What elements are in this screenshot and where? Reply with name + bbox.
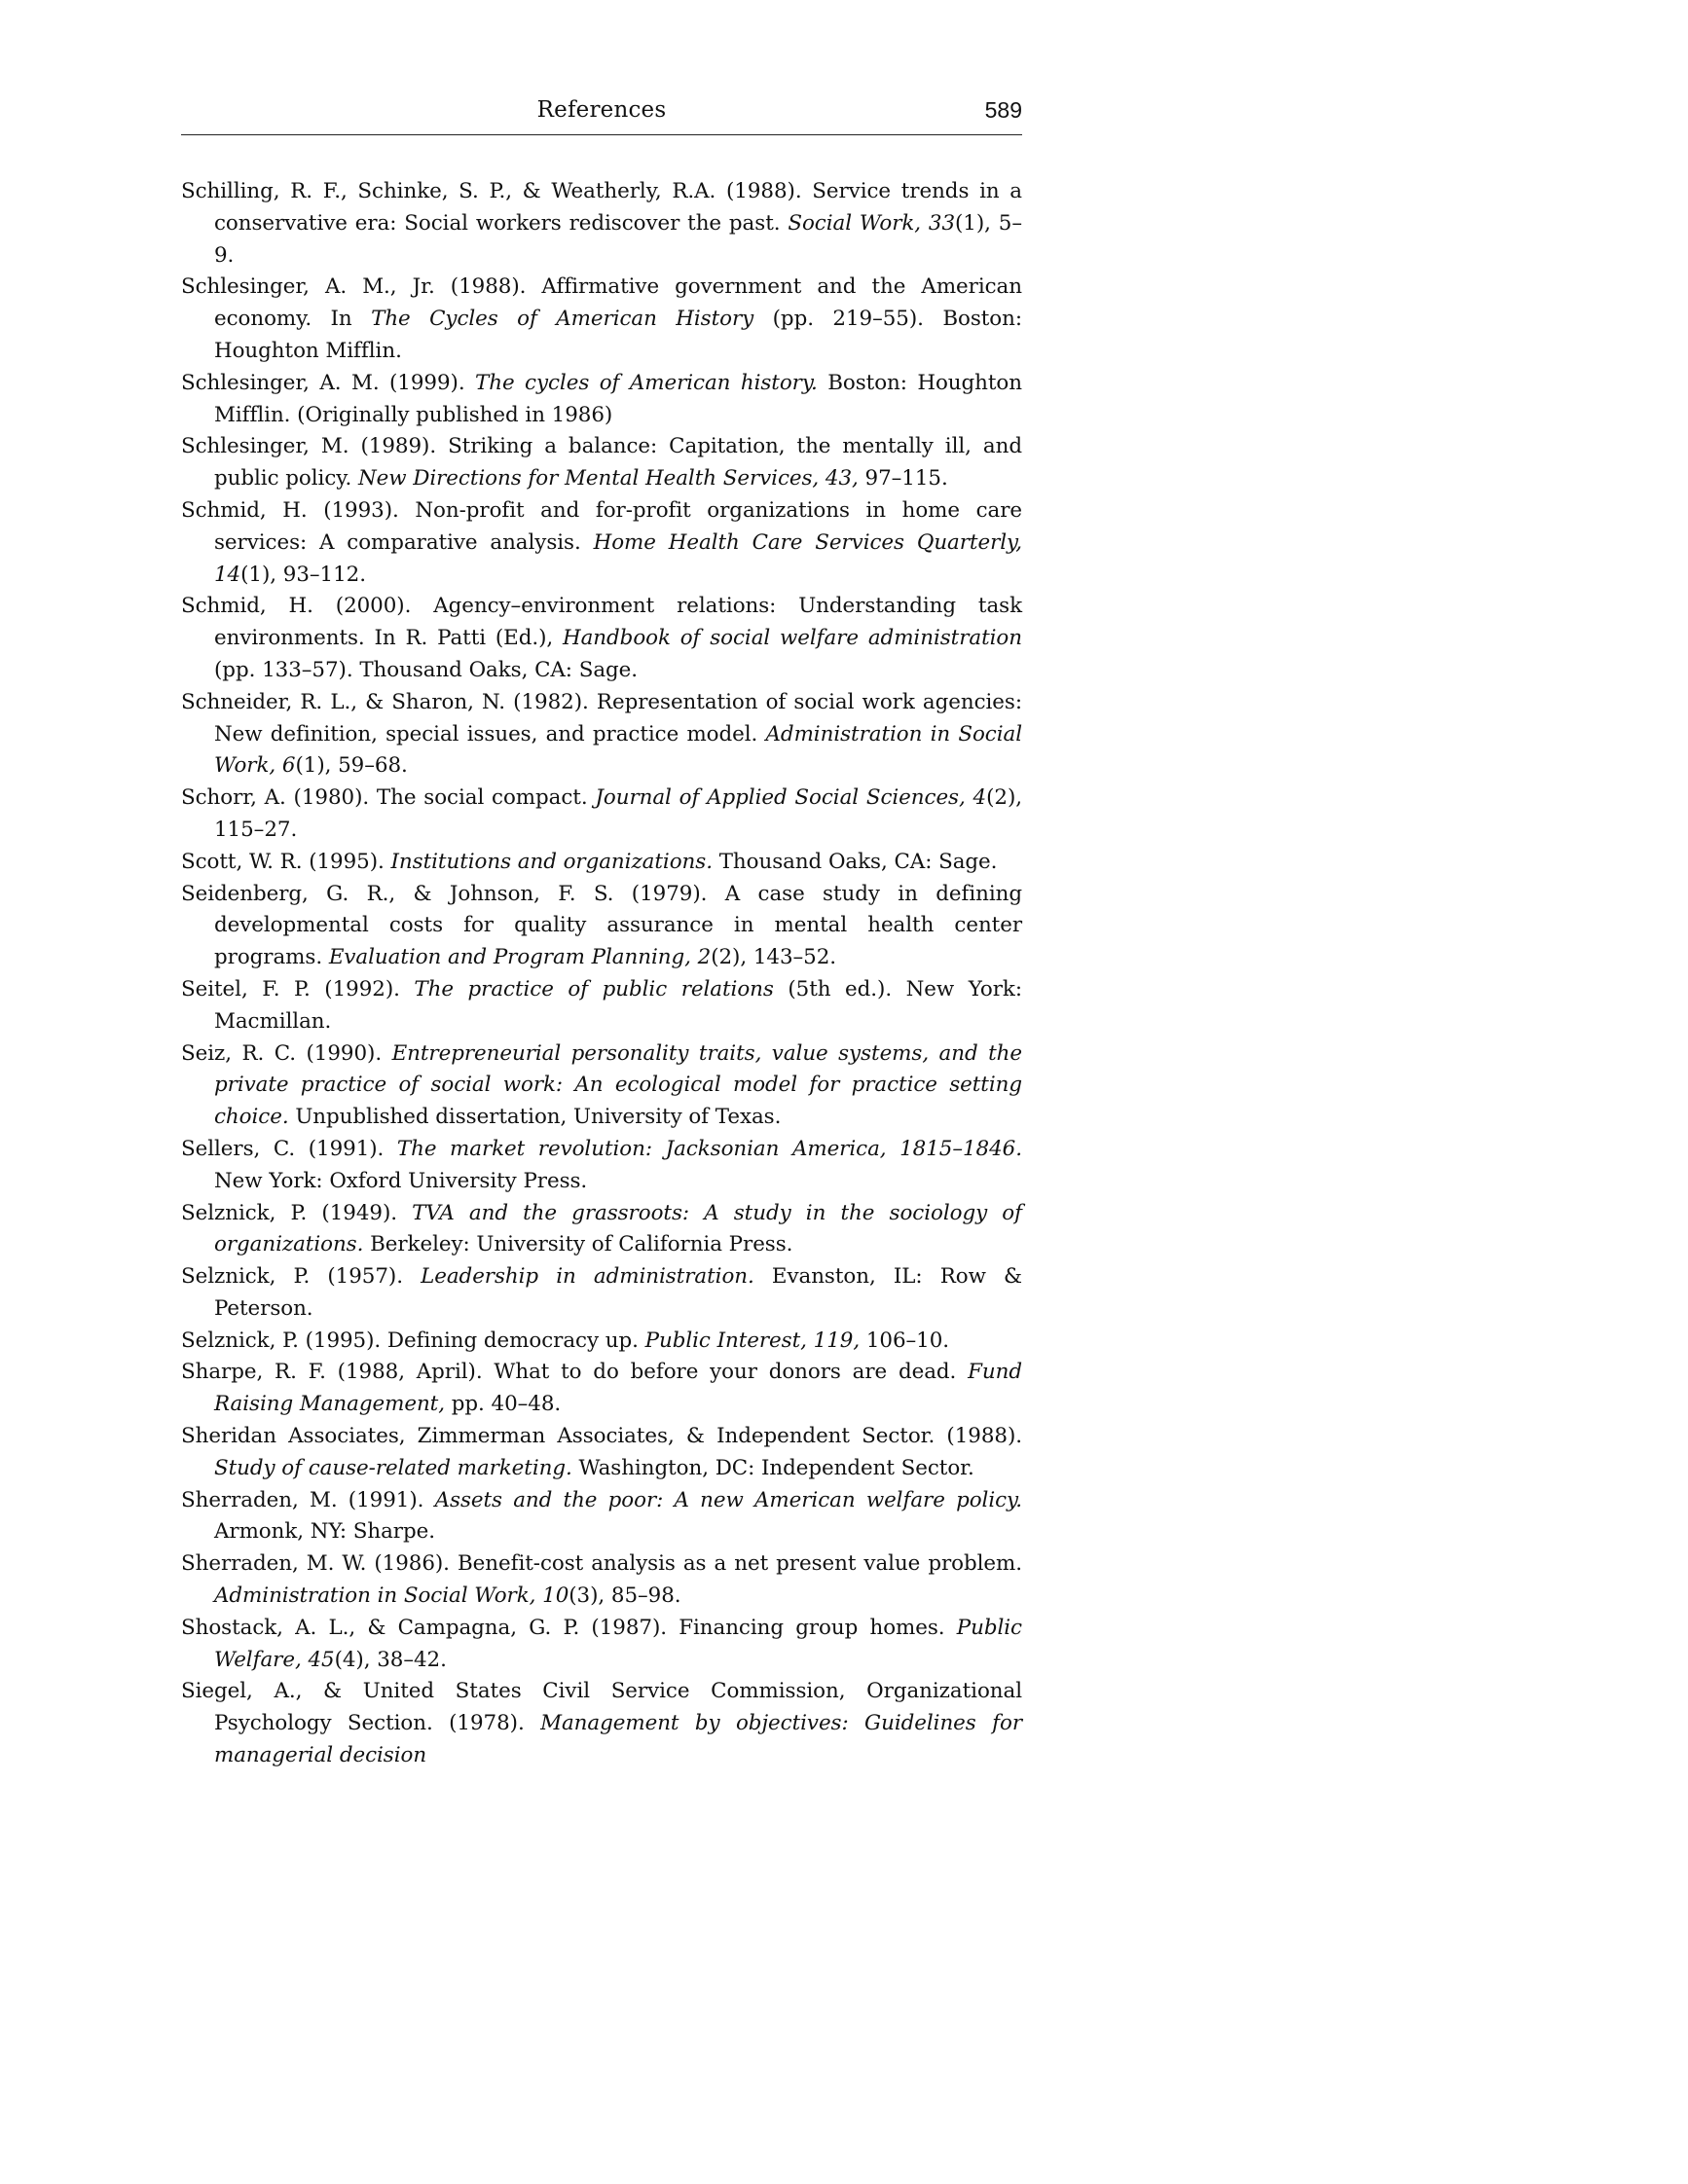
reference-entry: Sherraden, M. (1991). Assets and the poor: A new American welfare policy. Armonk, NY: Sharpe. <box>181 1487 1022 1545</box>
reference-entry: Schlesinger, M. (1989). Striking a balance: Capitation, the mentally ill, and public policy. New Directions for Mental Health Services, 43, 97–115. <box>181 434 1022 491</box>
reference-entry: Schorr, A. (1980). The social compact. Journal of Applied Social Sciences, 4(2), 115–27. <box>181 785 1022 842</box>
reference-entry: Siegel, A., & United States Civil Service Commission, Organizational Psychology Section. (1978). Management by objectives: Guidelines for managerial decision <box>181 1679 1022 1768</box>
reference-entry: Sharpe, R. F. (1988, April). What to do before your donors are dead. Fund Raising Management, pp. 40–48. <box>181 1360 1022 1417</box>
running-head-title: References <box>536 97 667 123</box>
reference-entry: Schlesinger, A. M., Jr. (1988). Affirmative government and the American economy. In The Cycles of American History (pp. 219–55). Boston: Houghton Mifflin. <box>181 274 1022 363</box>
reference-entry: Shostack, A. L., & Campagna, G. P. (1987). Financing group homes. Public Welfare, 45(4), 38–42. <box>181 1615 1022 1672</box>
reference-entry: Sheridan Associates, Zimmerman Associates, & Independent Sector. (1988). Study of cause-related marketing. Washington, DC: Independent Sector. <box>181 1424 1022 1480</box>
page-number: 589 <box>984 97 1022 123</box>
reference-entry: Schilling, R. F., Schinke, S. P., & Weatherly, R.A. (1988). Service trends in a conservative era: Social workers rediscover the past. Social Work, 33(1), 5–9. <box>181 179 1022 268</box>
reference-entry: Selznick, P. (1957). Leadership in administration. Evanston, IL: Row & Peterson. <box>181 1264 1022 1321</box>
reference-entry: Sellers, C. (1991). The market revolution: Jacksonian America, 1815–1846. New York: Oxford University Press. <box>181 1136 1022 1193</box>
book-page <box>181 93 1022 1772</box>
reference-entry: Selznick, P. (1949). TVA and the grassroots: A study in the sociology of organizations. Berkeley: University of California Press. <box>181 1200 1022 1257</box>
reference-entry: Schmid, H. (1993). Non-profit and for-profit organizations in home care services: A comparative analysis. Home Health Care Services Quarterly, 14(1), 93–112. <box>181 497 1022 587</box>
reference-entry: Schlesinger, A. M. (1999). The cycles of American history. Boston: Houghton Mifflin. (Originally published in 1986) <box>181 370 1022 427</box>
reference-entry: Schmid, H. (2000). Agency–environment relations: Understanding task environments. In R. Patti (Ed.), Handbook of social welfare administration (pp. 133–57). Thousand Oaks, CA: Sage. <box>181 594 1022 682</box>
reference-entry: Seiz, R. C. (1990). Entrepreneurial personality traits, value systems, and the private practice of social work: An ecological model for practice setting choice. Unpublished dissertation, University of Texas. <box>181 1040 1022 1130</box>
reference-list <box>181 176 1022 1772</box>
reference-entry: Schneider, R. L., & Sharon, N. (1982). Representation of social work agencies: New definition, special issues, and practice model. Administration in Social Work, 6(1), 59–68. <box>181 689 1022 779</box>
reference-entry: Scott, W. R. (1995). Institutions and organizations. Thousand Oaks, CA: Sage. <box>181 849 998 874</box>
running-head <box>181 93 1022 135</box>
reference-entry: Selznick, P. (1995). Defining democracy up. Public Interest, 119, 106–10. <box>181 1328 950 1353</box>
reference-entry: Seitel, F. P. (1992). The practice of public relations (5th ed.). New York: Macmillan. <box>181 976 1022 1034</box>
reference-entry: Sherraden, M. W. (1986). Benefit-cost analysis as a net present value problem. Administration in Social Work, 10(3), 85–98. <box>181 1551 1022 1609</box>
reference-entry: Seidenberg, G. R., & Johnson, F. S. (1979). A case study in defining developmental costs for quality assurance in mental health center programs. Evaluation and Program Planning, 2(2), 143–52. <box>181 881 1022 970</box>
